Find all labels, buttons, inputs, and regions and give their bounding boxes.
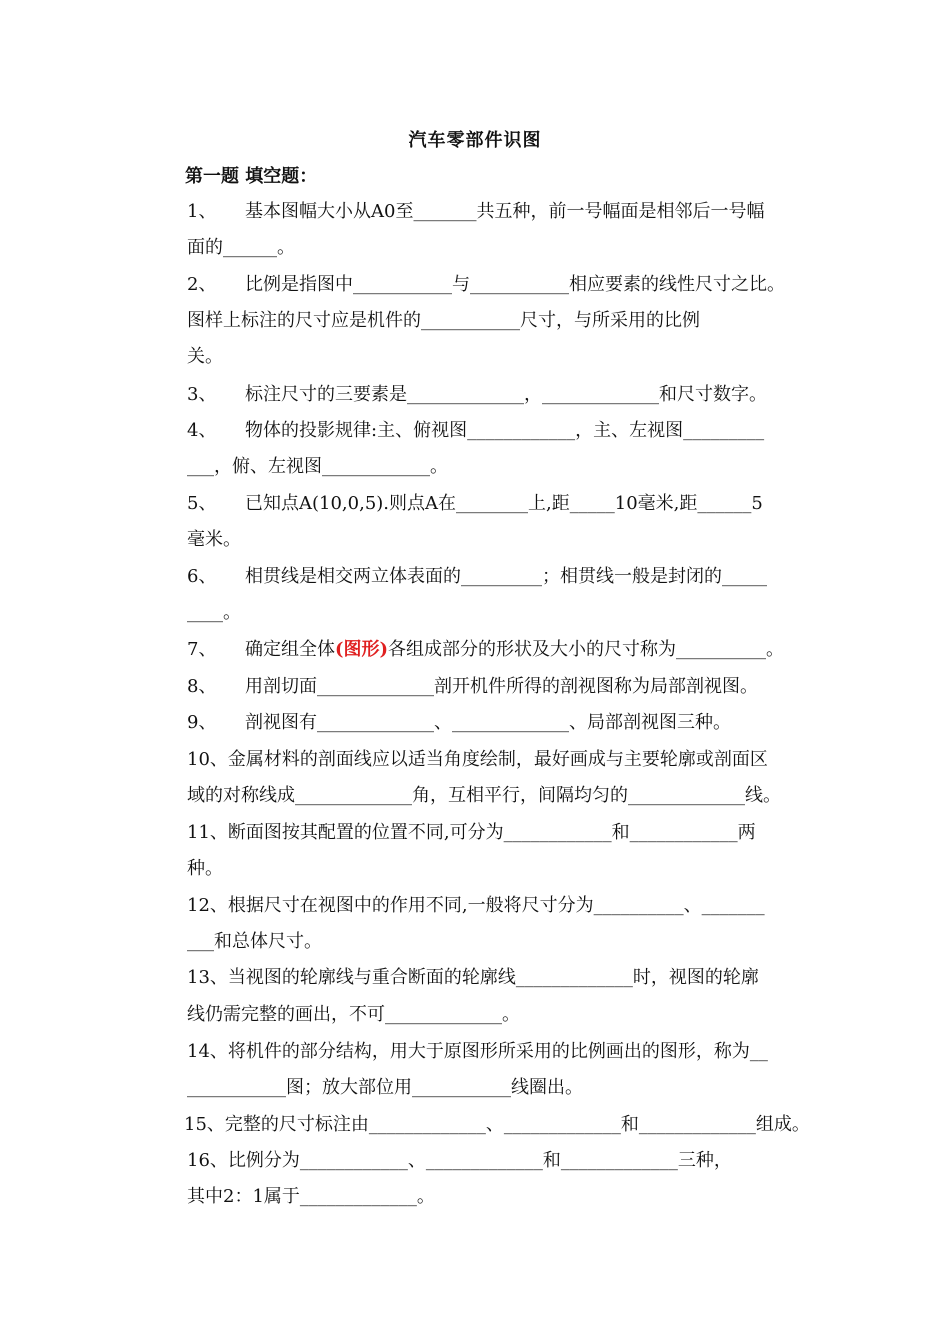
- question-line: ____。: [187, 602, 241, 623]
- question-line: 1、 基本图幅大小从A0至_______共五种，前一号幅面是相邻后一号幅: [187, 201, 765, 222]
- question-line: 11、断面图按其配置的位置不同,可分为____________和____________两: [187, 822, 756, 843]
- question-line: 9、 剖视图有_____________、_____________、局部剖视图三种。: [187, 712, 731, 733]
- section-heading: 第一题 填空题：: [185, 166, 318, 187]
- question-line: 4、 物体的投影规律:主、俯视图____________，主、左视图_________: [187, 420, 765, 441]
- highlight-text: (图形): [335, 639, 389, 660]
- question-line: 14、将机件的部分结构，用大于原图形所采用的比例画出的图形，称为__: [187, 1041, 768, 1062]
- document-title: 汽车零部件识图: [408, 130, 542, 151]
- question-line: 3、 标注尺寸的三要素是_____________，_____________和尺寸数字。: [187, 384, 767, 405]
- question-line: 6、 相贯线是相交两立体表面的_________；相贯线一般是封闭的_____: [187, 566, 767, 587]
- question-line: 线仍需完整的画出，不可_____________。: [187, 1004, 520, 1025]
- question-line: 关。: [187, 346, 223, 367]
- question-line: 5、 已知点A(10,0,5).则点A在________上,距_____10毫米,距______5: [187, 493, 763, 514]
- question-line: 2、 比例是指图中___________与___________相应要素的线性尺寸之比。: [187, 274, 785, 295]
- question-line: ___，俯、左视图____________。: [187, 456, 448, 477]
- question-line: 12、根据尺寸在视图中的作用不同,一般将尺寸分为__________、_______: [187, 895, 765, 916]
- question-line: 16、比例分为____________、_____________和_____________三种，: [187, 1150, 732, 1171]
- question-line: 10、金属材料的剖面线应以适当角度绘制，最好画成与主要轮廓或剖面区: [187, 749, 768, 770]
- question-line: ___________图；放大部位用___________线圈出。: [187, 1077, 583, 1098]
- question-line: 种。: [187, 858, 223, 879]
- question-line: 图样上标注的尺寸应是机件的___________尺寸，与所采用的比例: [187, 310, 700, 331]
- question-line: 13、当视图的轮廓线与重合断面的轮廓线_____________时，视图的轮廓: [187, 967, 759, 988]
- question-line: 8、 用剖切面_____________剖开机件所得的剖视图称为局部剖视图。: [187, 676, 758, 697]
- question-line: ___和总体尺寸。: [187, 931, 322, 952]
- question-line: 15、完整的尺寸标注由_____________、_____________和_____________组成。: [184, 1114, 810, 1135]
- question-line: 其中2：1属于_____________。: [187, 1186, 435, 1207]
- question-line: 面的______。: [187, 237, 295, 258]
- question-line: 毫米。: [187, 529, 241, 550]
- question-line: 域的对称线成_____________角，互相平行，间隔均匀的_____________线。: [187, 785, 781, 806]
- question-line: 7、 确定组全体(图形)各组成部分的形状及大小的尺寸称为__________。: [187, 639, 785, 660]
